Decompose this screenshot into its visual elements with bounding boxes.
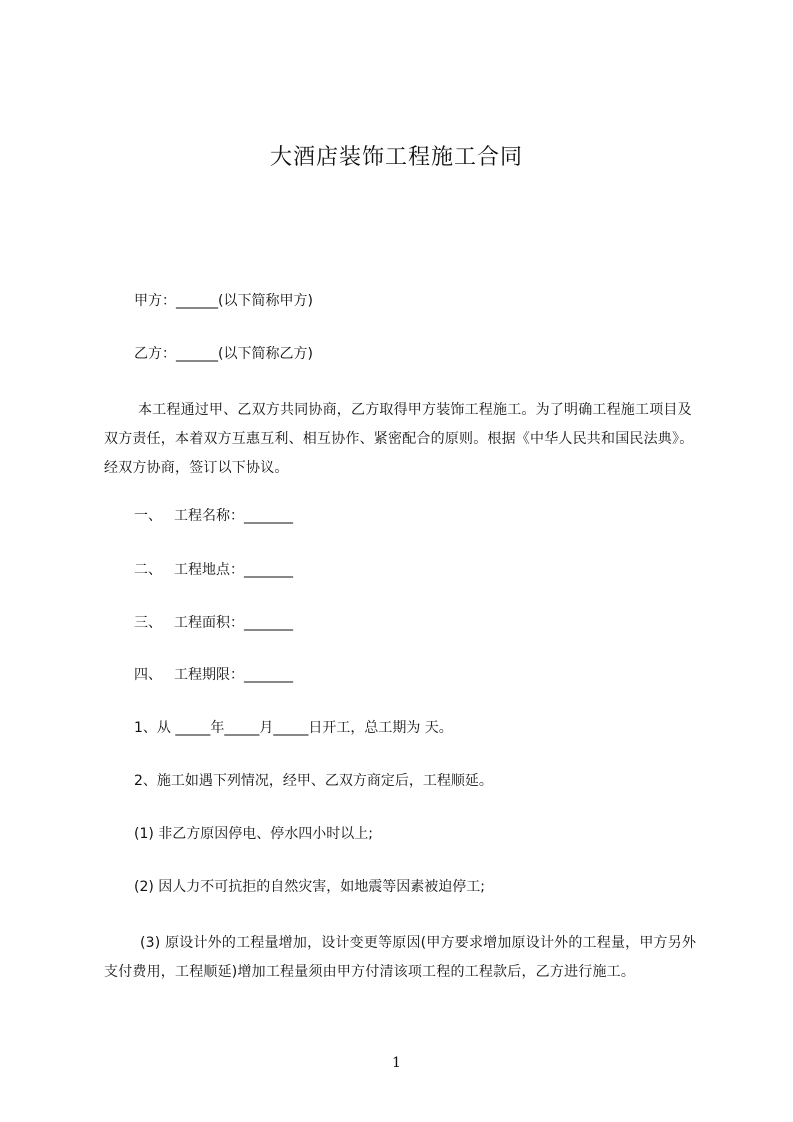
sub-clause-3: [104, 929, 704, 987]
clause-text: 工程地点：_______: [174, 562, 293, 578]
party-a-line: 甲方：______(以下简称甲方): [134, 293, 313, 309]
duration-line-1: 1、从 _____年_____月_____日开工，总工期为 天。: [134, 720, 453, 736]
intro-paragraph: [104, 396, 700, 483]
clause-item: [134, 609, 293, 638]
page-title: 大酒店装饰工程施工合同: [269, 145, 523, 170]
clause-item: [134, 502, 293, 531]
page-number: 1: [392, 1055, 401, 1071]
intro-text: 本工程通过甲、乙双方共同协商，乙方取得甲方装饰工程施工。为了明确工程施工项目及双方责任，本着双方互惠互利、相互协作、紧密配合的原则。根据《中华人民共和国民法典》。经双方协商，签订以下协议。: [104, 402, 694, 476]
party-b-line: 乙方：______(以下简称乙方): [134, 346, 313, 362]
clause-number: 三、: [134, 615, 162, 631]
clause-item: [134, 556, 293, 585]
duration-line-2: 2、施工如遇下列情况，经甲、乙双方商定后，工程顺延。: [134, 773, 493, 789]
clause-text: 工程名称：_______: [174, 508, 293, 524]
clause-text: 工程期限：_______: [174, 667, 293, 683]
sub-clause-2: (2) 因人力不可抗拒的自然灾害，如地震等因素被迫停工;: [134, 879, 485, 895]
clause-item: [134, 661, 293, 690]
clause-number: 一、: [134, 508, 162, 524]
sub-clause-3-text: (3) 原设计外的工程量增加，设计变更等原因(甲方要求增加原设计外的工程量，甲方另外支付费用，工程顺延)增加工程量须由甲方付清该项工程的工程款后，乙方进行施工。: [104, 935, 697, 980]
clause-text: 工程面积：_______: [174, 615, 293, 631]
sub-clause-1: (1) 非乙方原因停电、停水四小时以上;: [134, 826, 373, 842]
clause-number: 二、: [134, 562, 162, 578]
clause-number: 四、: [134, 667, 162, 683]
